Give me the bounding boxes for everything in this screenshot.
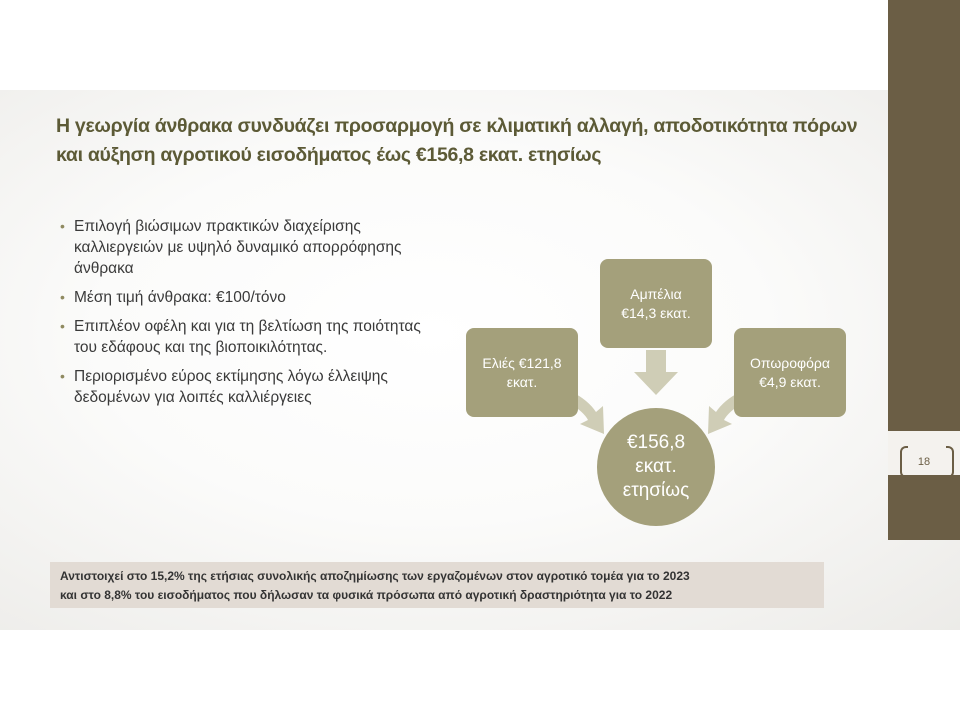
bullet-text: Περιορισμένο εύρος εκτίμησης λόγω έλλειψης δεδομένων για λοιπές καλλιέργειες (74, 368, 388, 406)
bullet-item (60, 366, 430, 408)
total-value: €156,8 (626, 432, 686, 453)
page-number: 18 (917, 456, 931, 468)
olives-unit: εκατ. (506, 373, 538, 390)
bullet-item (60, 216, 430, 279)
bullet-item (60, 287, 430, 308)
fruit-trees-value: €4,9 εκατ. (759, 373, 821, 390)
total-circle (597, 408, 715, 526)
total-unit: εκατ. (635, 456, 677, 477)
vineyards-label: Αμπέλια (630, 285, 682, 302)
footnote-box (50, 562, 824, 608)
fruit-trees-box (734, 328, 846, 417)
bullet-list (60, 216, 430, 416)
footnote-line-1: Αντιστοιχεί στο 15,2% της ετήσιας συνολικής αποζημίωσης των εργαζομένων στον αγροτικό τομέα για το 2023 (60, 569, 690, 583)
olives-label: Ελιές €121,8 (482, 354, 562, 371)
vineyards-box (600, 259, 712, 348)
bullet-text: Επιπλέον οφέλη και για τη βελτίωση της ποιότητας του εδάφους και της βιοποικιλότητας. (74, 318, 421, 356)
vineyards-value: €14,3 εκατ. (621, 304, 691, 321)
footnote-line-2: και στο 8,8% του εισοδήματος που δήλωσαν τα φυσικά πρόσωπα από αγροτική δραστηριότητα για το 2022 (60, 588, 673, 602)
total-period: ετησίως (622, 480, 690, 501)
slide-title: Η γεωργία άνθρακα συνδυάζει προσαρμογή σε κλιματική αλλαγή, αποδοτικότητα πόρων και αύξηση αγροτικού εισοδήματος έως €156,8 εκατ. ετησίως (56, 115, 858, 166)
bullet-item (60, 316, 430, 358)
bullet-icon: • (60, 289, 65, 305)
olives-box (466, 328, 578, 417)
fruit-trees-label: Οπωροφόρα (750, 354, 830, 371)
bullet-text: Επιλογή βιώσιμων πρακτικών διαχείρισης καλλιεργειών με υψηλό δυναμικό απορρόφησης άνθρακα (74, 218, 402, 277)
bullet-icon: • (60, 318, 65, 334)
bullet-icon: • (60, 368, 65, 384)
bullet-icon: • (60, 218, 65, 234)
bullet-text: Μέση τιμή άνθρακα: €100/τόνο (74, 289, 286, 306)
